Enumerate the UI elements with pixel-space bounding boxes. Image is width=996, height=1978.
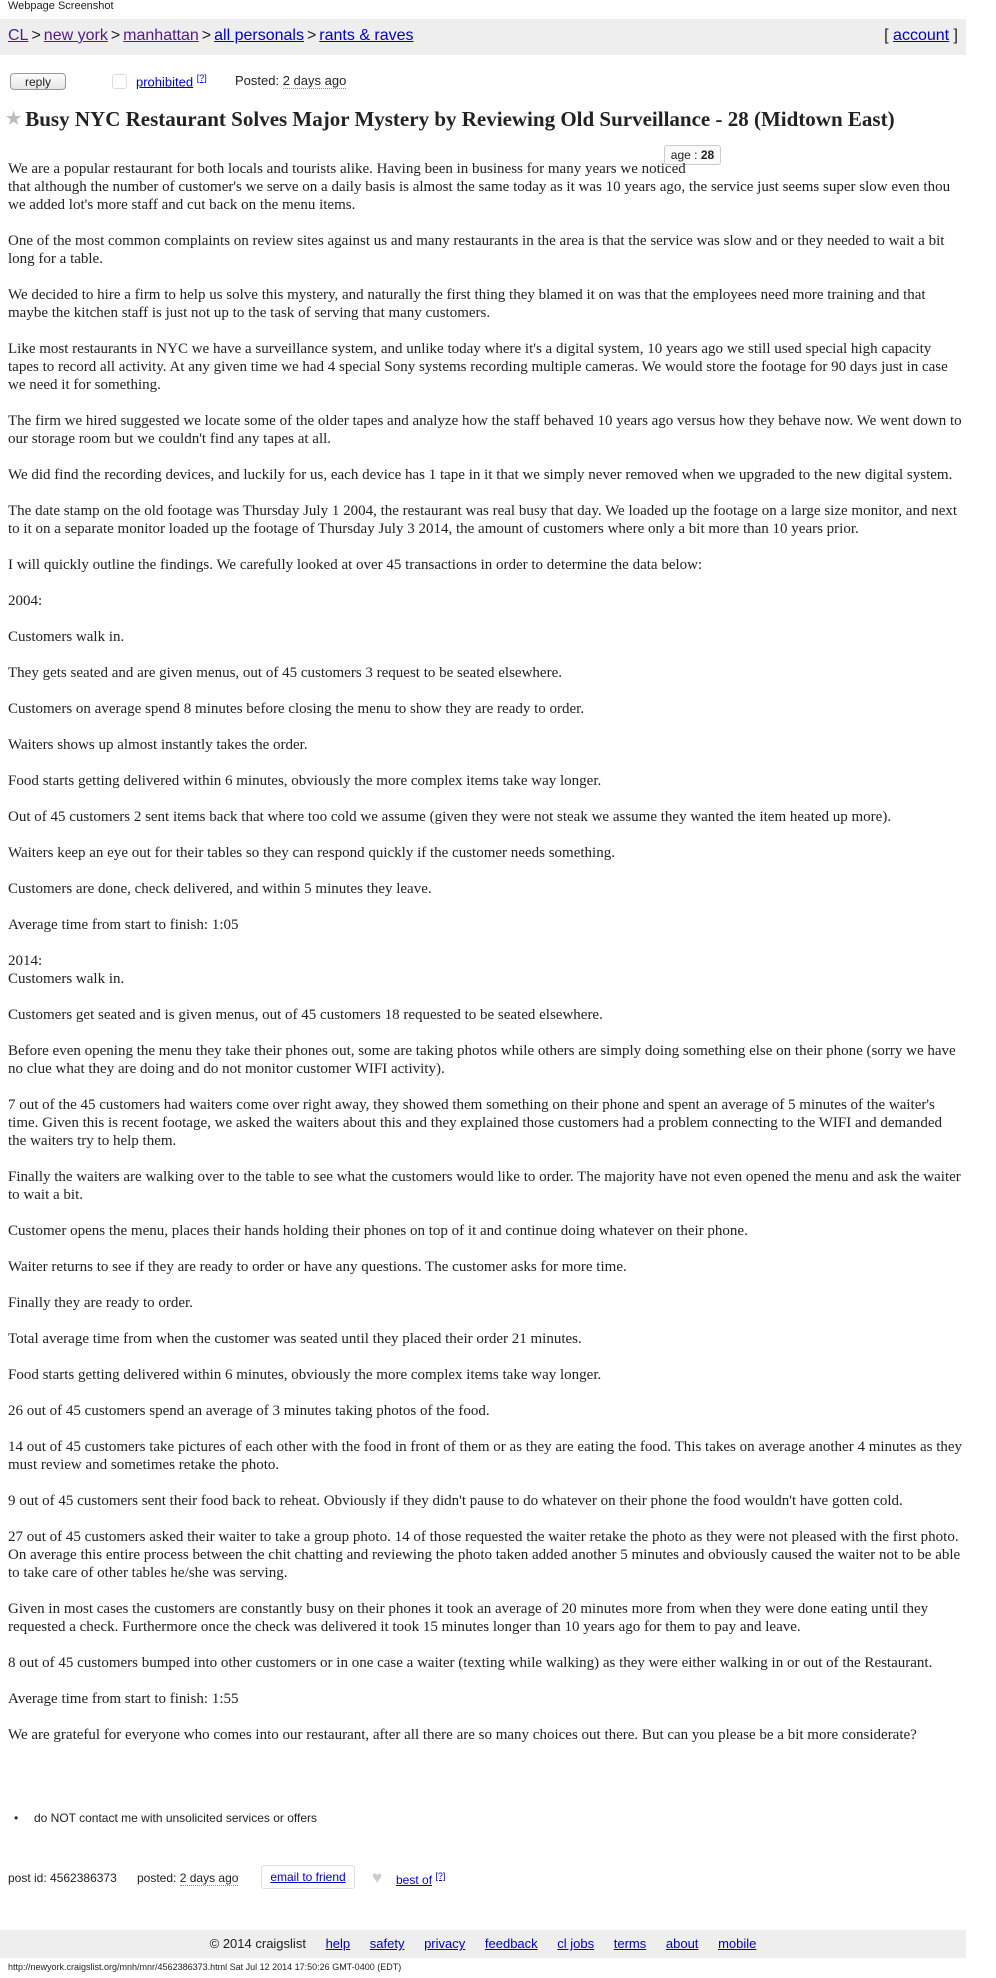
post-id: post id: 4562386373 [8, 1871, 117, 1885]
post-info-posted-ago: 2 days ago [179, 1871, 239, 1885]
body-paragraph: Before even opening the menu they take their phones out, some are taking photos while others are simply doing something else on their phone (sorry we have no clue what they are doing and do not monitor customer WIFI activity). [8, 1043, 956, 1077]
body-paragraph: Out of 45 customers 2 sent items back that where too cold we assume (given they were not steak we assume they wanted the item heated up more). [8, 809, 892, 825]
account-bracket-open: [ [884, 27, 889, 44]
breadcrumb-bar [0, 19, 966, 55]
breadcrumb-all-personals[interactable]: all personals [214, 27, 304, 44]
notice-item: do NOT contact me with unsolicited services or offers [34, 1811, 318, 1825]
body-paragraph: 2014: [8, 953, 43, 969]
body-paragraph: 8 out of 45 customers bumped into other customers or in one case a waiter (texting while walking) as they were either walking in or out of the Restaurant. [8, 1655, 933, 1671]
body-paragraph: Waiters keep an eye out for their tables so they can respond quickly if the customer needs something. [8, 845, 615, 861]
prohibited-link[interactable]: prohibited [136, 74, 194, 90]
best-of-link[interactable]: best of [396, 1873, 433, 1887]
footer-link-help[interactable]: help [325, 1936, 351, 1951]
body-paragraph: 26 out of 45 customers spend an average of 3 minutes taking photos of the food. [8, 1403, 490, 1419]
body-paragraph: Given in most cases the customers are constantly busy on their phones it took an average of 20 minutes more from when they were done eating until they requested a check. Furthermore once the check was delivered it took 15 minutes longer than 10 years ago for them to pay and leave. [8, 1601, 929, 1635]
flag-checkbox[interactable] [112, 74, 127, 89]
footer-link-terms[interactable]: terms [613, 1936, 647, 1951]
breadcrumb-manhattan[interactable]: manhattan [123, 27, 199, 44]
body-paragraph: Customers get seated and is given menus, out of 45 customers 18 requested to be seated elsewhere. [8, 1007, 603, 1023]
breadcrumb-separator: > [306, 27, 317, 44]
age-value: 28 [700, 148, 715, 162]
footer [0, 1930, 966, 1958]
body-paragraph: Average time from start to finish: 1:05 [8, 917, 239, 933]
post-info-row [8, 1865, 908, 1891]
prohibited-help-link[interactable]: [?] [196, 73, 207, 83]
email-to-friend-button[interactable] [261, 1865, 355, 1889]
footer-link-about[interactable]: about [665, 1936, 699, 1951]
post-body [8, 160, 964, 1762]
body-paragraph: We are grateful for everyone who comes into our restaurant, after all there are so many choices out there. But can you please be a bit more considerate? [8, 1727, 917, 1743]
body-paragraph: Finally the waiters are walking over to the table to see what the customers would like to order. The majority have not even opened the menu and ask the waiter to wait a bit. [8, 1169, 961, 1203]
heart-icon[interactable]: ♥ [372, 1868, 383, 1887]
body-paragraph: I will quickly outline the findings. We carefully looked at over 45 transactions in order to determine the data below: [8, 557, 703, 573]
body-paragraph: Waiters shows up almost instantly takes the order. [8, 737, 308, 753]
account-link[interactable]: account [893, 27, 950, 44]
footer-link-mobile[interactable]: mobile [718, 1936, 757, 1951]
account-area [884, 27, 958, 45]
flag-prohibited [136, 73, 207, 89]
body-paragraph: 7 out of the 45 customers had waiters come over right away, they showed them something on their phone and spent an average of 5 minutes of the waiter's time. Given this is recent footage, we asked the waiters about this and they explained those customers had a problem connecting to the WIFI and demanded the waiters try to help them. [8, 1097, 943, 1149]
body-paragraph: Customer opens the menu, places their hands holding their phones on top of it and continue doing whatever on their phone. [8, 1223, 748, 1239]
body-paragraph: Finally they are ready to order. [8, 1295, 193, 1311]
posted-ago: 2 days ago [282, 73, 347, 88]
body-paragraph: 2004: [8, 593, 43, 609]
post-title-row [6, 107, 966, 132]
body-paragraph: Food starts getting delivered within 6 minutes, obviously the more complex items take way longer. [8, 773, 602, 789]
body-paragraph: The firm we hired suggested we locate some of the older tapes and analyze how the staff behaved 10 years ago versus how they behave now. We went down to our storage room but we couldn't find any tapes at all. [8, 413, 962, 447]
body-paragraph: We decided to hire a firm to help us solve this mystery, and naturally the first thing they blamed it on was that the employees need more training and that maybe the kitchen staff is just not up to the task of serving that many customers. [8, 287, 926, 321]
post-title: Busy NYC Restaurant Solves Major Mystery by Reviewing Old Surveillance - 28 (Midtown East) [25, 107, 895, 131]
breadcrumb-cl[interactable]: CL [8, 27, 29, 44]
body-paragraph: They gets seated and are given menus, out of 45 customers 3 request to be seated elsewhere. [8, 665, 562, 681]
breadcrumb-new-york[interactable]: new york [43, 27, 108, 44]
posted-date-top [235, 73, 346, 88]
body-paragraph: Food starts getting delivered within 6 minutes, obviously the more complex items take way longer. [8, 1367, 602, 1383]
footer-link-safety[interactable]: safety [369, 1936, 405, 1951]
breadcrumb-separator: > [201, 27, 212, 44]
breadcrumb-rants-raves[interactable]: rants & raves [319, 27, 414, 44]
body-paragraph: Like most restaurants in NYC we have a surveillance system, and unlike today where it's a digital system, 10 years ago we still used special high capacity tapes to record all activity. At any given time we had 4 special Sony systems recording multiple cameras. We would store the footage for 90 days just in case we need it for something. [8, 341, 948, 393]
footer-link-privacy[interactable]: privacy [424, 1936, 466, 1951]
best-of-help-link[interactable]: [?] [435, 1871, 446, 1881]
best-of [396, 1871, 445, 1887]
footer-copyright: © 2014 craigslist [209, 1936, 306, 1951]
footer-link-cl-jobs[interactable]: cl jobs [557, 1936, 595, 1951]
favorite-star-icon[interactable]: ★ [6, 109, 22, 128]
body-paragraph: 14 out of 45 customers take pictures of each other with the food in front of them or as they are eating the food. This takes on average another 4 minutes as they must review and sometimes retake the photo. [8, 1439, 963, 1473]
body-paragraph: Total average time from when the customer was seated until they placed their order 21 minutes. [8, 1331, 582, 1347]
account-bracket-close: ] [953, 27, 958, 44]
body-paragraph: One of the most common complaints on review sites against us and many restaurants in the area is that the service was slow and or they needed to wait a bit long for a table. [8, 233, 945, 267]
post-info-posted-label: posted: [137, 1871, 177, 1885]
age-badge-spacer [709, 160, 964, 178]
email-to-friend-link[interactable]: email to friend [270, 1870, 346, 1884]
body-paragraph: Waiter returns to see if they are ready to order or have any questions. The customer asks for more time. [8, 1259, 627, 1275]
breadcrumb [8, 27, 414, 45]
page-url-line: http://newyork.craigslist.org/mnh/mnr/4562386373.html Sat Jul 12 2014 17:50:26 GMT-0400 (EDT) [8, 1962, 402, 1972]
age-label: age : [670, 148, 698, 162]
bullet-icon: • [14, 1811, 19, 1825]
breadcrumb-separator: > [110, 27, 121, 44]
body-paragraph: We are a popular restaurant for both locals and tourists alike. Having been in business for many years we noticed that although the number of customer's we serve on a daily basis is almost the same today as it was 10 years ago, the service just seems super slow even thou we added lot's more staff and cut back on the menu items. [8, 161, 951, 213]
post-info-date [137, 1871, 238, 1885]
body-paragraph: Customers are done, check delivered, and within 5 minutes they leave. [8, 881, 432, 897]
body-paragraph: The date stamp on the old footage was Thursday July 1 2004, the restaurant was real busy that day. We loaded up the footage on a large size monitor, and next to it on a separate monitor loaded up the footage of Thursday July 3 2014, the amount of customers where only a bit more than 10 years prior. [8, 503, 958, 537]
body-paragraph: 9 out of 45 customers sent their food back to reheat. Obviously if they didn't pause to do whatever on their phone the food wouldn't have gotten cold. [8, 1493, 903, 1509]
body-paragraph: Customers on average spend 8 minutes before closing the menu to show they are ready to order. [8, 701, 585, 717]
body-paragraph: Customers walk in. [8, 629, 125, 645]
notice-list [8, 1811, 908, 1825]
body-paragraph: Customers walk in. [8, 971, 125, 987]
footer-link-feedback[interactable]: feedback [484, 1936, 538, 1951]
breadcrumb-separator: > [31, 27, 41, 44]
posted-label: Posted: [235, 73, 280, 88]
action-row [10, 71, 950, 93]
reply-button[interactable]: reply [10, 73, 66, 90]
screenshot-label: Webpage Screenshot [8, 0, 114, 12]
body-paragraph: We did find the recording devices, and luckily for us, each device has 1 tape in it that we simply never removed when we upgraded to the new digital system. [8, 467, 953, 483]
body-paragraph: 27 out of 45 customers asked their waiter to take a group photo. 14 of those requested the waiter retake the photo as they were not pleased with the first photo. On average this entire process between the chit chatting and reviewing the photo taken added another 5 minutes and obviously caused the waiter not to be able to take care of other tables he/she was serving. [8, 1529, 961, 1581]
body-paragraph: Average time from start to finish: 1:55 [8, 1691, 239, 1707]
